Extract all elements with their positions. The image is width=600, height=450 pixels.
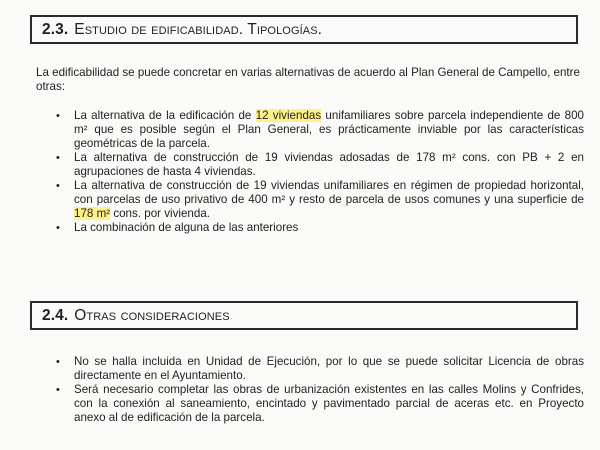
bullet-icon: • (56, 180, 60, 192)
item-text: cons. por vivienda. (110, 207, 210, 220)
section-title: Otras consideraciones (74, 306, 230, 324)
item-text: La alternativa de la edificación de (74, 109, 256, 122)
list-item (36, 179, 584, 221)
bullet-icon: • (56, 356, 60, 368)
section-heading-2-3 (30, 15, 578, 44)
list-item (36, 355, 584, 383)
section-number: 2.4. (42, 306, 69, 324)
bullet-icon: • (56, 110, 60, 122)
list-item (36, 109, 584, 151)
section-number: 2.3. (42, 20, 69, 38)
item-text: unifamiliares sobre parcela independiente de 800 m² que es posible según el Plan General, es prácticamente inviable por las características geométricas de la parcela. (74, 109, 585, 150)
list-item (36, 383, 584, 425)
highlighted-text: 12 viviendas (255, 109, 322, 122)
section-title: Estudio de edificabilidad. Tipologías. (74, 20, 323, 38)
list-item (36, 221, 584, 235)
item-text: La alternativa de construcción de 19 viviendas unifamiliares en régimen de propiedad horizontal, con parcelas de uso privativo de 400 m² y resto de parcela de usos comunes y una superficie de (74, 179, 584, 206)
item-text: La alternativa de construcción de 19 viviendas adosadas de 178 m² cons. con PB + 2 en agrupaciones de hasta 4 viviendas. (74, 151, 584, 178)
list-item (36, 151, 584, 179)
section-heading-2-4 (30, 301, 578, 330)
bullet-icon: • (56, 222, 60, 234)
item-text: Será necesario completar las obras de urbanización existentes en las calles Molins y Confrides, con la conexión al saneamiento, encintado y pavimentado parcial de aceras etc. en Proyecto anexo al de edificación de la parcela. (74, 383, 584, 424)
considerations-list (36, 355, 584, 425)
alternatives-list (36, 109, 584, 235)
bullet-icon: • (56, 152, 60, 164)
bullet-icon: • (56, 384, 60, 396)
intro-paragraph: La edificabilidad se puede concretar en varias alternativas de acuerdo al Plan General de Campello, entre otras: (36, 66, 580, 93)
item-text: No se halla incluida en Unidad de Ejecución, por lo que se puede solicitar Licencia de obras directamente en el Ayuntamiento. (74, 355, 584, 382)
item-text: La combinación de alguna de las anteriores (74, 221, 299, 234)
highlighted-text: 178 m² (74, 207, 111, 220)
